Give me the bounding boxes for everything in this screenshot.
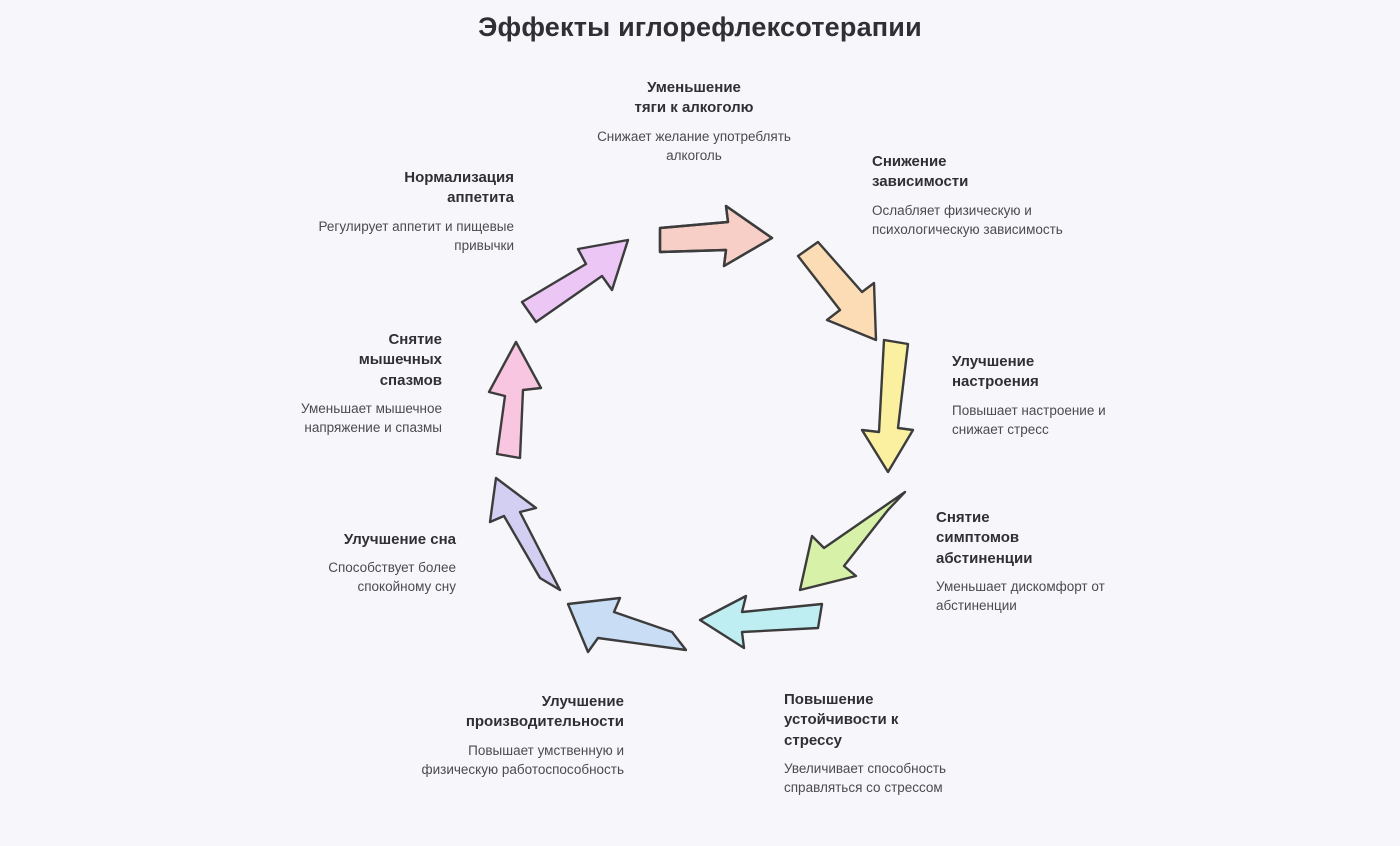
node-heading-line: абстиненции xyxy=(936,549,1033,567)
node-heading xyxy=(575,78,813,119)
node-heading-line: Улучшение сна xyxy=(343,531,456,548)
node-heading-line: Нормализация xyxy=(404,169,514,186)
arrow-segment-5 xyxy=(700,596,822,648)
node-heading-line: Улучшение xyxy=(952,353,1035,370)
node-heading-line: устойчивости к xyxy=(784,711,899,729)
node-body: Ослабляет физическую и психологическую зависимость xyxy=(872,202,1063,237)
node-heading xyxy=(784,690,964,751)
page-title: Эффекты иглорефлексотерапии xyxy=(478,12,922,42)
node-heading-line: тяги к алкоголю xyxy=(634,99,754,117)
node-heading xyxy=(252,530,456,550)
node-relieve-withdrawal[interactable] xyxy=(936,508,1136,615)
node-heading-line: Снижение xyxy=(872,153,947,170)
node-body: Повышает настроение и снижает стресс xyxy=(952,402,1106,437)
node-heading xyxy=(262,330,442,391)
arrow-segment-6 xyxy=(568,598,686,652)
node-heading-line: спазмов xyxy=(379,371,442,389)
arrow-segment-1 xyxy=(660,206,772,266)
node-heading-line: Повышение xyxy=(784,691,874,708)
node-body: Регулирует аппетит и пищевые привычки xyxy=(318,218,514,253)
node-heading-line: зависимости xyxy=(872,173,969,191)
node-heading-line: мышечных xyxy=(358,351,442,369)
node-relieve-muscle-spasms[interactable] xyxy=(262,330,442,437)
node-reduce-dependency[interactable] xyxy=(872,152,1072,239)
node-body: Уменьшает дискомфорт от абстиненции xyxy=(936,578,1105,613)
arrow-segment-9 xyxy=(522,240,628,322)
node-normalize-appetite[interactable] xyxy=(288,168,514,255)
node-heading-line: аппетита xyxy=(447,189,514,207)
node-body: Повышает умственную и физическую работоспособность xyxy=(421,742,624,777)
node-heading-line: Уменьшение xyxy=(647,79,741,96)
arrow-segment-2 xyxy=(798,242,876,340)
node-heading xyxy=(288,168,514,209)
node-reduce-alcohol-craving[interactable] xyxy=(575,78,813,165)
node-heading-line: Улучшение xyxy=(541,693,624,710)
arrow-segment-7 xyxy=(490,478,560,590)
node-heading-line: Снятие xyxy=(388,331,442,348)
node-heading xyxy=(952,352,1152,393)
node-heading-line: настроения xyxy=(952,373,1039,391)
node-heading xyxy=(872,152,1072,193)
node-heading xyxy=(420,692,624,733)
arrow-segment-8 xyxy=(489,342,541,458)
node-improve-mood[interactable] xyxy=(952,352,1152,439)
node-heading xyxy=(936,508,1136,569)
node-heading-line: производительности xyxy=(465,713,624,731)
node-body: Способствует более спокойному сну xyxy=(328,560,456,595)
node-body: Уменьшает мышечное напряжение и спазмы xyxy=(301,400,442,435)
arrow-segment-4 xyxy=(800,492,905,590)
node-improve-sleep[interactable] xyxy=(252,530,456,597)
node-improve-performance[interactable] xyxy=(420,692,624,779)
node-increase-stress-resilience[interactable] xyxy=(784,690,964,797)
node-heading-line: стрессу xyxy=(784,731,843,749)
node-body: Снижает желание употреблять алкоголь xyxy=(597,128,791,163)
arrow-segment-3 xyxy=(862,340,913,472)
node-heading-line: Снятие xyxy=(936,509,990,526)
node-body: Увеличивает способность справляться со стрессом xyxy=(784,760,947,795)
node-heading-line: симптомов xyxy=(936,529,1020,547)
